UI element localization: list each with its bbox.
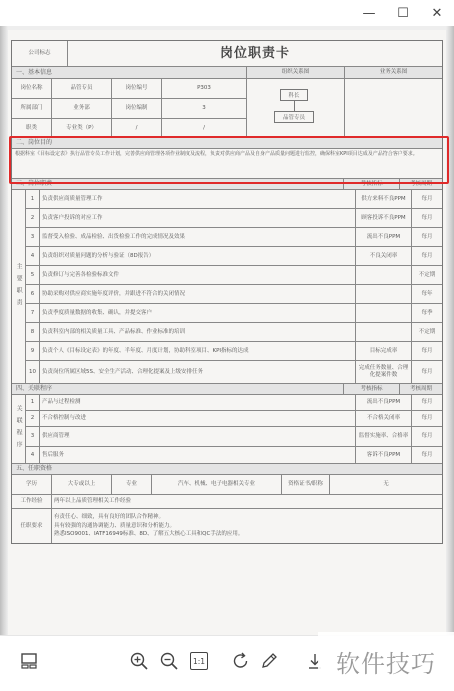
duties-indicator-header: 考核指标 — [344, 179, 400, 189]
duty-row-indicator — [356, 304, 412, 322]
qual-row-1 — [12, 475, 442, 495]
minimize-button[interactable] — [352, 0, 386, 26]
duty-row-text: 负责组织对质量问题的分析与验证（8D报告） — [40, 247, 356, 265]
duty-row — [26, 361, 442, 383]
duty-row-indicator: 供方来料不良PPM — [356, 190, 412, 208]
qual-row-3 — [12, 509, 442, 543]
duty-row-indicator — [356, 323, 412, 341]
duty-row-indicator: 目标完成率 — [356, 342, 412, 360]
section-basic-info-header — [12, 67, 442, 79]
title-label: 职类 — [12, 119, 52, 137]
duties-block — [12, 190, 442, 384]
purpose-row — [12, 149, 442, 179]
work-relation-label: 业务关系图 — [345, 67, 442, 78]
basic-row-2 — [12, 99, 246, 119]
duty-row-indicator: 完成任务数量、合理化提案件数 — [356, 361, 412, 383]
duty-row-text: 负责岗位所属区域5S、安全生产活动、合理化提案及上级安排任务 — [40, 361, 356, 383]
slash-cell-2: / — [203, 124, 205, 131]
pencil-icon — [259, 651, 279, 671]
basic-info-table — [12, 79, 247, 137]
duty-row-text: 负责客户投诉的对应工作 — [40, 209, 356, 227]
thumbnail-icon — [20, 652, 38, 670]
procedure-row-cycle: 每月 — [421, 399, 433, 406]
purpose-text: 根据科室《目标设定表》执行品管专员工作计划，完善供应商管理各项作业制度及流程，负责对供应商产品及自身产品质量问题进行监控，确保科室KPI项目达成及产品符合客户要求。 — [15, 151, 418, 157]
org-box-staff: 品管专员 — [274, 111, 314, 123]
rotate-icon — [231, 651, 251, 671]
duty-row-number: 6 — [26, 285, 40, 303]
dept-value: 业务部 — [52, 99, 112, 118]
procedures-side-label: 关联程序 — [12, 395, 26, 463]
procedure-row-indicator: 流出不良PPM — [356, 395, 412, 410]
job-name-label: 岗位名称 — [12, 79, 52, 98]
close-icon: ✕ — [431, 5, 443, 21]
org-box-manager: 科长 — [280, 89, 308, 101]
duty-row-text: 负责供应商质量管理工作 — [40, 190, 356, 208]
duty-row-text: 负责季度质量数据的收集、确认，并提交客户 — [40, 304, 356, 322]
duty-row-cycle: 不定期 — [418, 271, 436, 278]
duty-row — [26, 342, 442, 361]
duty-row-number: 5 — [26, 266, 40, 284]
rotate-button[interactable] — [228, 648, 254, 674]
procedure-row-text: 供应商管理 — [40, 427, 356, 446]
org-connector — [294, 101, 295, 111]
headcount-value: 3 — [202, 105, 206, 112]
duty-row-number: 7 — [26, 304, 40, 322]
duties-side-label: 主要职责 — [12, 190, 26, 383]
duty-row-number: 2 — [26, 209, 40, 227]
section-duties-header — [12, 179, 442, 190]
zoom-out-button[interactable] — [156, 648, 182, 674]
duty-row-cycle: 每月 — [421, 233, 433, 240]
duty-row-text: 负责科室内部的相关质量工具、产品标准、作业标准的培训 — [40, 323, 356, 341]
duty-row-cycle: 每月 — [421, 195, 433, 202]
duty-row-cycle: 每月 — [421, 368, 433, 375]
company-logo-label: 公司标志 — [12, 41, 68, 66]
procedure-row — [26, 395, 442, 411]
duty-row — [26, 209, 442, 228]
section-procedures-title: 四、关联程序 — [12, 384, 344, 394]
procedure-row-indicator: 客诉不良PPM — [356, 447, 412, 463]
major-label: 专业 — [112, 475, 152, 494]
section-purpose-title: 二、岗位目的 — [12, 138, 442, 148]
duty-row-number: 9 — [26, 342, 40, 360]
duty-row — [26, 285, 442, 304]
procedure-row-number: 1 — [26, 395, 40, 410]
requirements-label: 任职要求 — [12, 509, 52, 543]
duty-row-number: 10 — [26, 361, 40, 383]
procedure-row-number: 3 — [26, 427, 40, 446]
duty-row — [26, 190, 442, 209]
section-qualifications-header — [12, 464, 442, 475]
requirement-line-1: 有责任心、细致，具有良好的团队合作精神。 — [54, 514, 165, 521]
maximize-button[interactable] — [386, 0, 420, 26]
experience-label: 工作经验 — [12, 495, 52, 508]
duty-row-cycle: 每季 — [421, 309, 433, 316]
cert-value: 无 — [383, 481, 389, 488]
basic-info-block — [12, 79, 442, 138]
basic-row-1 — [12, 79, 246, 99]
duties-list — [26, 190, 442, 383]
procedures-indicator-header: 考核指标 — [344, 384, 400, 394]
duty-row-cycle: 每月 — [421, 252, 433, 259]
section-procedures-header — [12, 384, 442, 395]
zoom-in-button[interactable] — [126, 648, 152, 674]
education-value: 大专或以上 — [52, 475, 112, 494]
duty-row — [26, 228, 442, 247]
procedure-row-text: 不合格控制与改进 — [40, 411, 356, 426]
actual-size-button[interactable] — [186, 648, 212, 674]
duty-row-number: 8 — [26, 323, 40, 341]
edit-button[interactable] — [256, 648, 282, 674]
zoom-out-icon — [159, 651, 179, 671]
work-relation-area — [345, 79, 442, 137]
section-purpose-header — [12, 138, 442, 149]
cert-label: 资格证书/职称 — [282, 475, 330, 494]
procedures-block — [12, 395, 442, 464]
duties-cycle-header: 考核周期 — [400, 179, 442, 189]
document-photo — [8, 30, 446, 635]
dept-label: 所属部门 — [12, 99, 52, 118]
duty-row-indicator: 流出不良PPM — [356, 228, 412, 246]
org-chart — [247, 79, 345, 137]
card-header-row — [12, 41, 442, 67]
actual-size-label: 1:1 — [190, 652, 208, 670]
watermark — [318, 632, 454, 691]
procedure-row-number: 4 — [26, 447, 40, 463]
duty-row-cycle: 每年 — [421, 290, 433, 297]
procedure-row-number: 2 — [26, 411, 40, 426]
major-value: 汽车、机械、电子电器相关专业 — [152, 475, 282, 494]
section-qualifications-title: 五、任职资格 — [12, 464, 442, 474]
procedure-row — [26, 427, 442, 447]
headcount-label: 岗位编制 — [112, 99, 162, 118]
minimize-icon: — — [362, 5, 376, 21]
requirement-line-2: 具有较强的沟通协调能力、质量意识和分析能力。 — [54, 522, 176, 529]
org-chart-label: 组织关系图 — [247, 67, 345, 78]
duty-row-cycle: 每月 — [421, 347, 433, 354]
procedure-row-text: 售后服务 — [40, 447, 356, 463]
slash-cell-1: / — [112, 119, 162, 137]
duty-row-cycle: 不定期 — [418, 328, 436, 335]
procedure-row-cycle: 每月 — [421, 433, 433, 440]
window-titlebar — [0, 0, 454, 26]
job-duty-card — [11, 40, 443, 544]
basic-row-3 — [12, 119, 246, 137]
procedures-list — [26, 395, 442, 463]
procedures-cycle-header: 考核周期 — [400, 384, 442, 394]
duty-row-number: 4 — [26, 247, 40, 265]
qual-row-2 — [12, 495, 442, 509]
duty-row-indicator: 不良关闭率 — [356, 247, 412, 265]
education-label: 学历 — [12, 475, 52, 494]
duty-row-indicator — [356, 285, 412, 303]
procedure-row-indicator: 不合格关闭率 — [356, 411, 412, 426]
duty-row-text: 监督受入检验、成品检验、出货检验工作的完成情况及效果 — [40, 228, 356, 246]
procedure-row-cycle: 每月 — [421, 451, 433, 458]
requirement-line-3: 熟悉ISO9001、IATF16949标准、8D、了解五大核心工具和QC手法的应用。 — [54, 531, 244, 538]
duty-row-number: 3 — [26, 228, 40, 246]
duty-row — [26, 247, 442, 266]
procedure-row — [26, 411, 442, 427]
duty-row-cycle: 每月 — [421, 214, 433, 221]
duty-row-indicator — [356, 266, 412, 284]
duty-row-indicator: 顾客投诉不良PPM — [356, 209, 412, 227]
job-name-value: 品管专员 — [52, 79, 112, 98]
card-title: 岗位职责卡 — [219, 45, 290, 61]
duty-row-number: 1 — [26, 190, 40, 208]
duty-row-text: 负责修订与完善各检验标准文件 — [40, 266, 356, 284]
experience-value: 两年以上品质管理相关工作经验 — [54, 498, 132, 505]
procedure-row-indicator: 监督实施率、合格率 — [356, 427, 412, 446]
duty-row — [26, 266, 442, 285]
duty-row — [26, 323, 442, 342]
section-duties-title: 三、岗位职责 — [12, 179, 344, 189]
image-viewer[interactable] — [0, 26, 454, 635]
procedure-row-cycle: 每月 — [421, 415, 433, 422]
duty-row-text: 负责个人《目标设定表》的年度、半年度、月度计划，协助科室项目、KPI指标的达成 — [40, 342, 356, 360]
duty-row — [26, 304, 442, 323]
job-code-value: P303 — [197, 85, 211, 92]
title-value: 专业类（P） — [52, 119, 112, 137]
requirements-lines — [52, 509, 442, 543]
procedure-row-text: 产品与过程检测 — [40, 395, 356, 410]
zoom-in-icon — [129, 651, 149, 671]
thumbnail-view-button[interactable] — [16, 648, 42, 674]
job-code-label: 岗位编号 — [112, 79, 162, 98]
maximize-icon: ☐ — [397, 5, 409, 21]
duty-row-text: 协助采购对供应商实施年度评价，并跟进不符合的关闭情况 — [40, 285, 356, 303]
procedure-row — [26, 447, 442, 463]
section-basic-info-title: 一、基本信息 — [12, 67, 247, 78]
watermark-text: 软件技巧 — [336, 650, 436, 678]
close-button[interactable] — [420, 0, 454, 26]
